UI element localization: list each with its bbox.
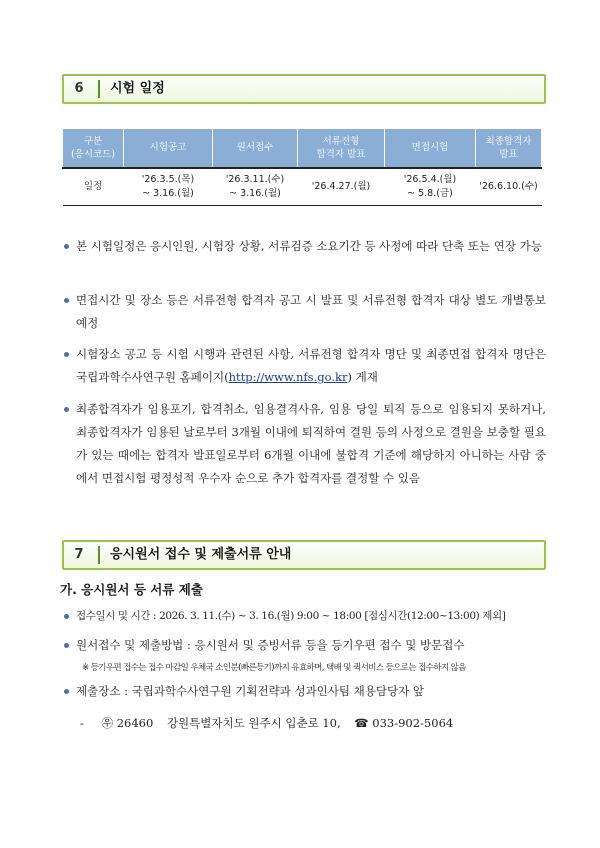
list-item	[62, 289, 546, 335]
list-item	[62, 605, 546, 628]
bullet-dot	[64, 643, 69, 648]
header-application: 원서접수	[213, 129, 298, 169]
cell-final-result: '26.6.10.(수)	[476, 168, 542, 206]
schedule-table	[62, 128, 542, 206]
cell-announcement: '26.3.5.(목) ~ 3.16.(월)	[124, 168, 213, 206]
header-final-result: 최종합격자 발표	[476, 129, 542, 169]
postal-icon: ㉾	[101, 716, 114, 730]
row-label: 일정	[63, 168, 124, 206]
subheading: 가. 응시원서 등 서류 제출	[60, 582, 203, 597]
cell-document-result: '26.4.27.(월)	[298, 168, 385, 206]
bullet-text	[76, 343, 546, 389]
bullet-text: 원서접수 및 제출방법 : 응시원서 및 증빙서류 등을 등기우편 접수 및 방문접수	[76, 638, 465, 652]
street-address: 강원특별자치도 원주시 입춘로 10,	[166, 716, 341, 730]
bullet-dot	[64, 689, 69, 694]
address-dash: -	[80, 716, 84, 730]
note-text: ※ 등기우편 접수는 접수 마감일 우체국 소인분(빠른등기)까지 유효하며, 택배 및 퀵서비스 등으로는 접수하지 않음	[82, 663, 466, 673]
bullet-text: 제출장소 : 국립과학수사연구원 기획전략과 성과인사팀 채용담당자 앞	[76, 684, 424, 698]
list-item	[62, 343, 546, 389]
header-announcement: 시험공고	[124, 129, 213, 169]
phone-icon: ☎	[354, 716, 369, 730]
bullet-text: 접수일시 및 시간 : 2026. 3. 11.(수) ~ 3. 16.(월) 9:00 ~ 18:00 [점심시간(12:00~13:00) 제외]	[76, 610, 506, 622]
homepage-link[interactable]: http://www.nfs.go.kr	[228, 370, 348, 384]
header-document-result: 서류전형 합격자 발표	[298, 129, 385, 169]
section-7-title: 응시원서 접수 및 제출서류 안내	[110, 547, 292, 562]
header-interview: 면접시험	[385, 129, 476, 169]
bullet-dot	[64, 244, 69, 249]
section-7-header	[62, 540, 546, 570]
bullet-dot	[64, 352, 69, 357]
section-6-number: 6	[74, 81, 84, 96]
bullet-text: 최종합격자가 임용포기, 합격취소, 임용결격사유, 임용 당일 퇴직 등으로 임용되지 못하거나, 최종합격자가 임용된 날로부터 3개월 이내에 퇴직하여 결원 등의 사정으로 결원을 보충할 필요가 있는 때에는 합격자 발표일로부터 6개월 이내에 불합격 기준에 해당하지 아니하는 사람 중에서 면접시험 평정성적 우수자 순으로 추가 합격자를 결정할 수 있음	[76, 402, 546, 485]
section-6-header	[62, 74, 546, 104]
bullet-text-part: 시험장소 공고 등 시험 시행과 관련된 사항, 서류전형 합격자 명단 및 최종면접 합격자 명단은 국립과학수사연구원 홈페이지(	[76, 347, 546, 384]
phone-number: 033-902-5064	[372, 716, 454, 730]
postal-code: 26460	[116, 716, 154, 730]
section-divider	[98, 80, 100, 98]
list-item	[62, 398, 546, 490]
address-line	[80, 715, 550, 731]
bullet-text: 면접시간 및 장소 등은 서류전형 합격자 공고 시 발표 및 서류전형 합격자 대상 별도 개별통보 예정	[76, 293, 546, 330]
bullet-dot	[64, 298, 69, 303]
header-category: 구분 (응시코드)	[63, 129, 124, 169]
bullet-dot	[64, 407, 69, 412]
bullet-text: 본 시험일정은 응시인원, 시험장 상황, 서류검증 소요기간 등 사정에 따라 단축 또는 연장 가능	[76, 239, 542, 253]
list-item	[62, 680, 546, 703]
section-divider	[98, 546, 100, 564]
table-row	[63, 168, 542, 206]
bullet-dot	[64, 614, 69, 619]
section-7-number: 7	[74, 547, 84, 562]
cell-interview: '26.5.4.(월) ~ 5.8.(금)	[385, 168, 476, 206]
cell-application: '26.3.11.(수) ~ 3.16.(월)	[213, 168, 298, 206]
list-item	[62, 235, 546, 258]
table-header-row	[63, 129, 542, 169]
section-6-title: 시험 일정	[110, 81, 165, 96]
list-item	[62, 634, 546, 657]
bullet-text-part: ) 게재	[347, 370, 378, 384]
